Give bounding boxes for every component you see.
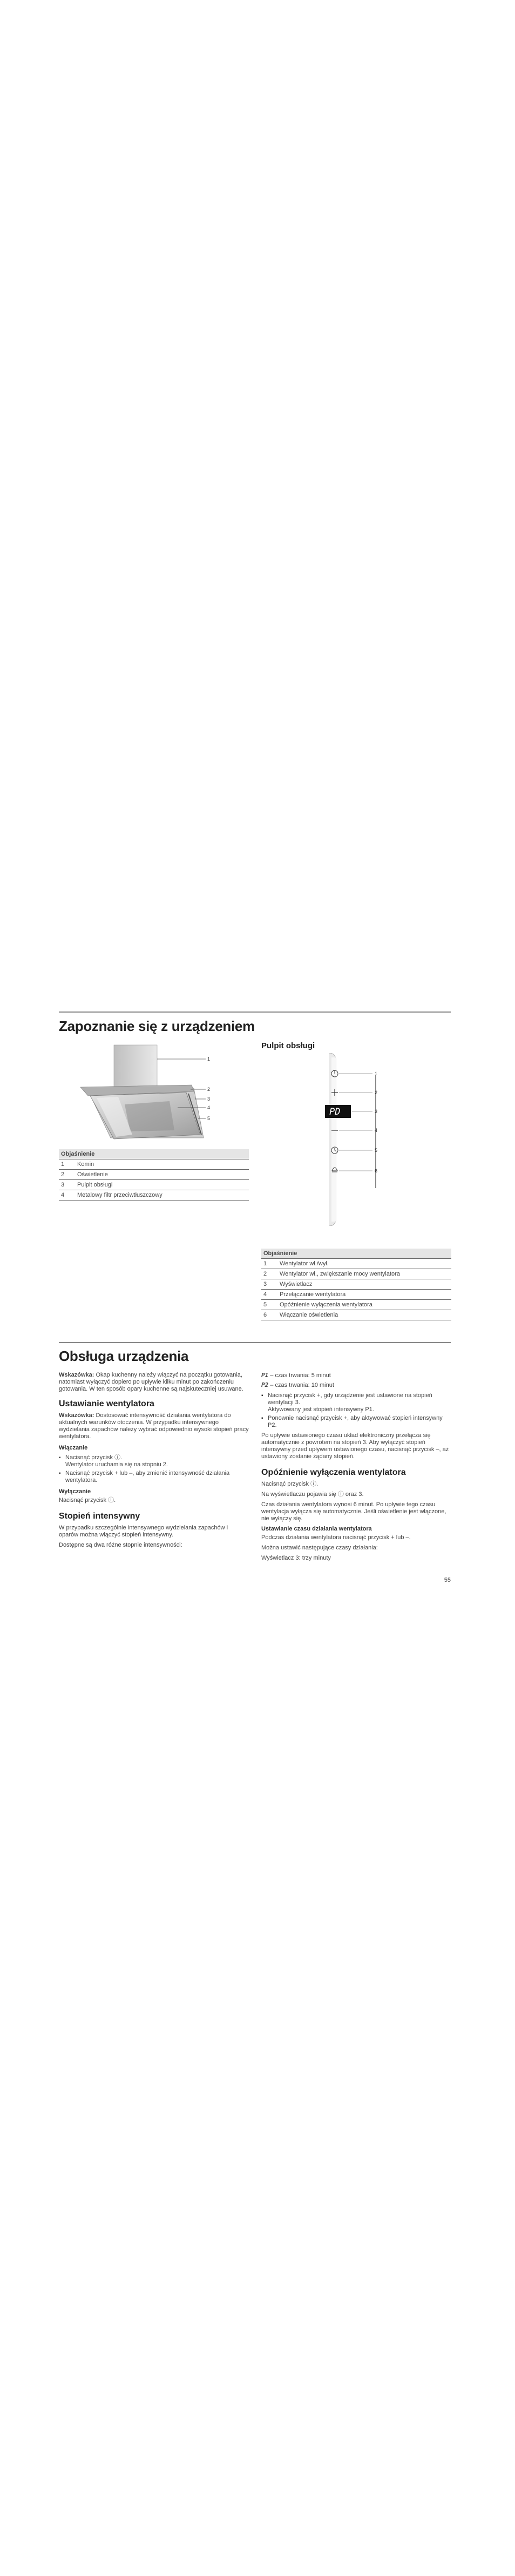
timer-icon (331, 1147, 338, 1154)
fan-setting-title: Ustawianie wentylatora (59, 1399, 154, 1408)
intensive-text-3: Po upływie ustawionego czasu układ elektroniczny przełącza się automatycznie z powrotem na stopień 3. Aby wyłączyć stopień intensywny przed upływem ustawionego czasu, nacisnąć przycisk –, aż ustawiony zostanie żądany stopień. (261, 1432, 449, 1460)
switch-off-text: Nacisnąć przycisk ⓘ. (59, 1497, 116, 1503)
delay-text-3: Czas działania wentylatora wynosi 6 minut. Po upływie tego czasu wentylacja wyłącza się automatycznie. Jeśli oświetlenie jest włączone, nie wyłączy się. (261, 1501, 446, 1522)
hood-callout-4: 4 (207, 1105, 211, 1110)
panel-callout-5: 5 (375, 1148, 378, 1153)
intensive-p2-line: P2 – czas trwania: 10 minut (261, 1381, 334, 1388)
hood-illustration (59, 1040, 237, 1148)
table-row: 6 Włączanie oświetlenia (261, 1310, 451, 1320)
intensive-text-1: W przypadku szczególnie intensywnego wydzielania zapachów i oparów można włączyć stopień intensywny. (59, 1525, 228, 1538)
display-digits: PD (329, 1107, 341, 1117)
intensive-title: Stopień intensywny (59, 1512, 140, 1521)
power-icon (331, 1070, 338, 1077)
page-number: 55 (444, 1577, 451, 1583)
panel-callout-2: 2 (375, 1090, 378, 1095)
delay-text-1: Nacisnąć przycisk ⓘ. (261, 1481, 319, 1487)
hood-callout-5: 5 (207, 1116, 211, 1121)
list-item: ▪ Ponownie nacisnąć przycisk +, aby aktywować stopień intensywny P2. (261, 1415, 451, 1429)
intensive-p1-line: P1 – czas trwania: 5 minut (261, 1372, 331, 1379)
hood-callout-2: 2 (207, 1087, 211, 1092)
control-panel-buttons (319, 1058, 378, 1188)
delay-text-6: Wyświetlacz 3: trzy minuty (261, 1555, 331, 1561)
delay-title: Opóźnienie wyłączenia wentylatora (261, 1468, 406, 1477)
list-item: ▪ Nacisnąć przycisk ⓘ. Wentylator uruchamia się na stopniu 2. (59, 1454, 249, 1468)
table-row: 1 Komin (59, 1159, 249, 1170)
section-divider (59, 1011, 451, 1013)
hood-callout-3: 3 (207, 1096, 211, 1102)
left-column (59, 1372, 249, 1549)
table-row: 5 Opóźnienie wyłączenia wentylatora (261, 1300, 451, 1310)
panel-callout-3: 3 (375, 1109, 378, 1114)
light-icon (332, 1168, 337, 1172)
list-item: ▪ Nacisnąć przycisk +, gdy urządzenie jest ustawione na stopień wentylacji 3. Aktywowany jest stopień intensywny P1. (261, 1392, 451, 1413)
legend-table-hood (59, 1149, 249, 1201)
table-row: 2 Wentylator wł., zwiększanie mocy wentylatora (261, 1269, 451, 1279)
hood-callout-1: 1 (207, 1056, 211, 1062)
control-panel-title: Pulpit obsługi (261, 1041, 315, 1050)
intensive-text-2: Dostępne są dwa różne stopnie intensywności: (59, 1542, 182, 1548)
panel-callout-1: 1 (375, 1071, 378, 1076)
table-row: 3 Wyświetlacz (261, 1279, 451, 1290)
fan-note: Wskazówka: Dostosować intensywność działania wentylatora do aktualnych warunków otoczenia. W przypadku intensywnego wydzielania zapachów należy wybrać odpowiednio wysoki stopień pracy wentylatora. (59, 1412, 249, 1440)
delay-sub-label: Ustawianie czasu działania wentylatora (261, 1526, 372, 1532)
table-row: 1 Wentylator wł./wył. (261, 1259, 451, 1269)
delay-text-4: Podczas działania wentylatora nacisnąć przycisk + lub –. (261, 1534, 411, 1541)
switch-on-label: Włączanie (59, 1445, 88, 1451)
legend-table-panel (261, 1249, 451, 1320)
legend-header: Objaśnienie (261, 1249, 451, 1259)
section-divider (59, 1342, 451, 1343)
table-row: 3 Pulpit obsługi (59, 1180, 249, 1190)
switch-on-list (59, 1454, 249, 1484)
table-row: 4 Przełączanie wentylatora (261, 1290, 451, 1300)
list-item: ▪ Nacisnąć przycisk + lub –, aby zmienić intensywność działania wentylatora. (59, 1470, 249, 1484)
table-row: 4 Metalowy filtr przeciwtłuszczowy (59, 1190, 249, 1201)
intensive-list (261, 1392, 451, 1429)
section-title-device: Zapoznanie się z urządzeniem (59, 1018, 255, 1034)
note-main: Wskazówka: Okap kuchenny należy włączyć na początku gotowania, natomiast wyłączyć dopiero po upływie kilku minut po zakończeniu gotowania. W ten sposób opary kuchenne są najskuteczniej usuwane. (59, 1372, 243, 1392)
panel-callout-6: 6 (375, 1168, 378, 1174)
delay-text-5: Można ustawić następujące czasy działania: (261, 1545, 378, 1551)
panel-callout-4: 4 (375, 1128, 378, 1133)
table-row: 2 Oświetlenie (59, 1170, 249, 1180)
switch-off-label: Wyłączanie (59, 1488, 91, 1495)
right-column (261, 1372, 451, 1562)
legend-header: Objaśnienie (59, 1149, 249, 1159)
section-title-operation: Obsługa urządzenia (59, 1348, 189, 1364)
plus-icon (331, 1089, 338, 1096)
delay-text-2: Na wyświetlaczu pojawia się ⓘ oraz 3. (261, 1491, 364, 1498)
